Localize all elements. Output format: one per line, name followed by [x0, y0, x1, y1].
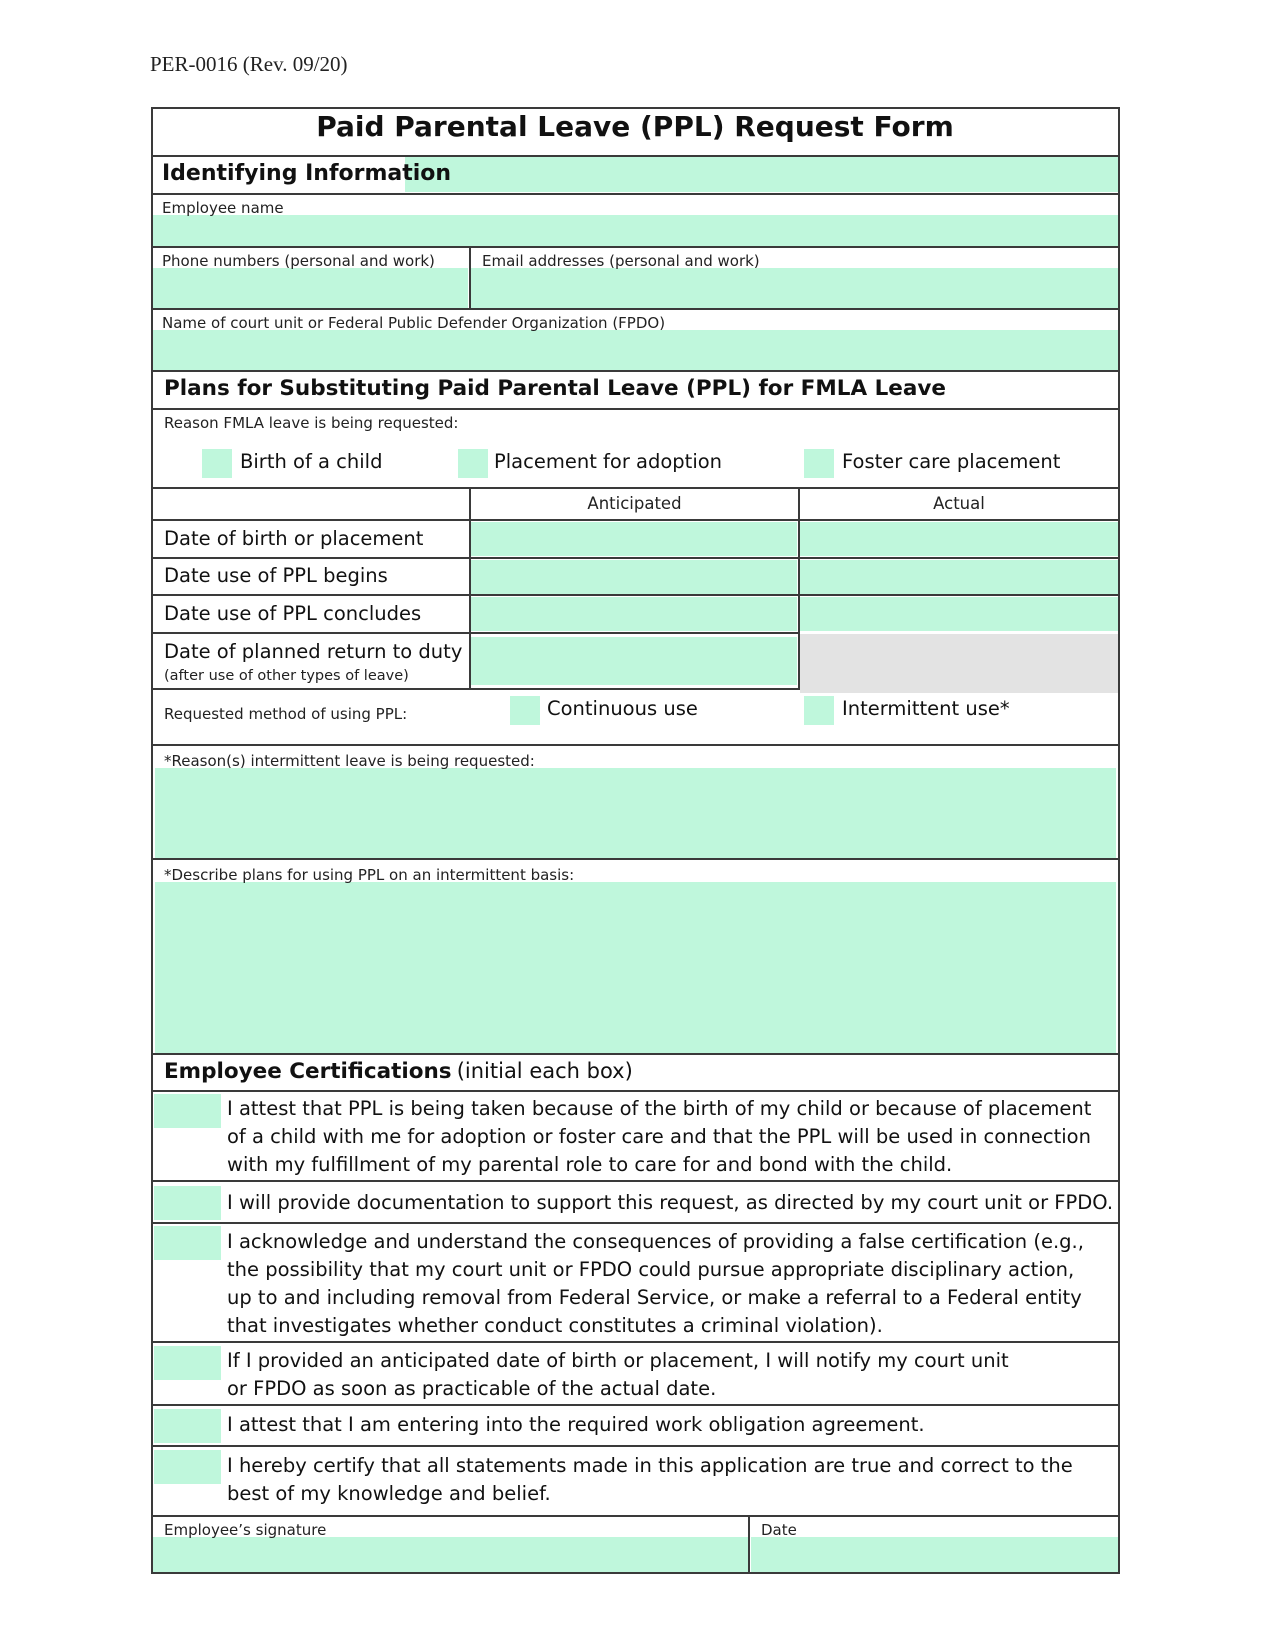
- initial-box[interactable]: [154, 1094, 221, 1128]
- certifications-heading-row: [164, 1059, 633, 1084]
- form-title: Paid Parental Leave (PPL) Request Form: [316, 110, 954, 143]
- rule: [151, 1515, 1120, 1517]
- phone-numbers-field[interactable]: [152, 268, 468, 308]
- form-id: PER-0016 (Rev. 09/20): [150, 52, 348, 76]
- employee-signature-field[interactable]: [152, 1537, 748, 1572]
- placement-adoption-label: Placement for adoption: [494, 450, 723, 473]
- divider: [798, 487, 800, 688]
- rule: [151, 1090, 1120, 1092]
- initial-box[interactable]: [154, 1186, 221, 1220]
- continuous-use-checkbox[interactable]: [510, 696, 540, 725]
- intermittent-reason-field[interactable]: [155, 768, 1116, 858]
- rule: [151, 1180, 1120, 1182]
- intermittent-use-checkbox[interactable]: [804, 696, 834, 725]
- continuous-use-label: Continuous use: [547, 697, 698, 720]
- certification-text: I will provide documentation to support this request, as directed by my court unit or FPDO.: [227, 1191, 1114, 1214]
- divider: [748, 1515, 750, 1572]
- foster-care-checkbox[interactable]: [804, 449, 834, 478]
- intermittent-use-label: Intermittent use*: [842, 697, 1010, 720]
- actual-col-header: Actual: [933, 494, 985, 513]
- intermittent-plan-field[interactable]: [155, 882, 1116, 1053]
- actual-ppl-concludes-field[interactable]: [800, 597, 1118, 631]
- date-label: Date: [761, 1521, 797, 1539]
- certification-text: If I provided an anticipated date of birth or placement, I will notify my court unit or FPDO as soon as practicable of the actual date.: [227, 1349, 1009, 1400]
- initial-box[interactable]: [154, 1450, 221, 1484]
- row-label-birth-date: Date of birth or placement: [164, 527, 424, 550]
- border-left: [151, 107, 153, 1574]
- employee-name-field[interactable]: [152, 215, 1118, 246]
- rule: [151, 1053, 1120, 1055]
- foster-care-label: Foster care placement: [842, 450, 1061, 473]
- divider: [469, 246, 471, 308]
- birth-of-child-checkbox[interactable]: [202, 449, 232, 478]
- certification-text: I acknowledge and understand the consequences of providing a false certification (e.g., the possibility that my court unit or FPDO could pursue appropriate disciplinary action, up to and including removal from Federal Service, or make a referral to a Federal entity that investigates whether conduct constitutes a criminal violation).: [227, 1230, 1084, 1337]
- reason-label: Reason FMLA leave is being requested:: [164, 414, 459, 432]
- rule: [151, 487, 1120, 489]
- return-duty-note: (after use of other types of leave): [164, 668, 409, 684]
- phone-label: Phone numbers (personal and work): [162, 252, 435, 270]
- anticipated-ppl-concludes-field[interactable]: [471, 597, 797, 631]
- placement-adoption-checkbox[interactable]: [458, 449, 488, 478]
- rule: [151, 594, 1120, 596]
- actual-birth-date-field[interactable]: [800, 522, 1118, 556]
- signature-date-field[interactable]: [751, 1537, 1118, 1572]
- rule: [151, 632, 800, 634]
- birth-of-child-label: Birth of a child: [240, 450, 383, 473]
- border-right: [1118, 107, 1120, 1574]
- rule: [151, 370, 1120, 372]
- plans-heading: Plans for Substituting Paid Parental Leave (PPL) for FMLA Leave: [164, 376, 946, 401]
- rule: [151, 408, 1120, 410]
- signature-label: Employee’s signature: [164, 1521, 327, 1539]
- anticipated-return-duty-field[interactable]: [471, 637, 797, 685]
- rule: [151, 519, 1120, 521]
- row-label-return-duty: Date of planned return to duty: [164, 640, 463, 663]
- actual-return-duty-disabled: [800, 634, 1118, 693]
- initial-box[interactable]: [154, 1226, 221, 1260]
- anticipated-col-header: Anticipated: [587, 494, 682, 513]
- rule: [151, 246, 1120, 248]
- rule: [151, 193, 1120, 195]
- certification-text: I attest that PPL is being taken because of the birth of my child or because of placement of a child with me for adoption or foster care and that the PPL will be used in connection with my fulfillment of my parental role to care for and bond with the child.: [227, 1097, 1092, 1176]
- certifications-heading-note: (initial each box): [456, 1059, 633, 1083]
- initial-box[interactable]: [154, 1409, 221, 1443]
- identifying-heading: Identifying Information: [162, 161, 452, 186]
- rule: [151, 1404, 1120, 1406]
- court-unit-label: Name of court unit or Federal Public Defender Organization (FPDO): [162, 314, 666, 332]
- method-label: Requested method of using PPL:: [164, 705, 408, 723]
- certification-text: I attest that I am entering into the required work obligation agreement.: [227, 1413, 925, 1436]
- email-addresses-field[interactable]: [470, 268, 1118, 308]
- rule: [151, 1572, 1120, 1574]
- intermittent-reason-label: *Reason(s) intermittent leave is being requested:: [164, 752, 535, 770]
- row-label-ppl-begins: Date use of PPL begins: [164, 564, 388, 587]
- anticipated-birth-date-field[interactable]: [471, 522, 797, 556]
- rule: [151, 744, 1120, 746]
- court-unit-field[interactable]: [152, 330, 1118, 370]
- anticipated-ppl-begins-field[interactable]: [471, 560, 797, 594]
- divider: [469, 487, 471, 688]
- initial-box[interactable]: [154, 1346, 221, 1380]
- rule: [151, 1341, 1120, 1343]
- certification-text: I hereby certify that all statements made in this application are true and correct to the best of my knowledge and belief.: [227, 1454, 1073, 1505]
- employee-name-label: Employee name: [162, 199, 284, 217]
- identifying-info-field[interactable]: [405, 157, 1118, 192]
- rule: [151, 688, 800, 690]
- email-label: Email addresses (personal and work): [482, 252, 760, 270]
- rule: [151, 308, 1120, 310]
- rule: [151, 1222, 1120, 1224]
- intermittent-plan-label: *Describe plans for using PPL on an intermittent basis:: [164, 866, 575, 884]
- row-label-ppl-concludes: Date use of PPL concludes: [164, 602, 422, 625]
- rule: [151, 107, 1120, 109]
- rule: [151, 155, 1120, 157]
- certifications-heading: Employee Certifications: [164, 1059, 452, 1084]
- actual-ppl-begins-field[interactable]: [800, 560, 1118, 594]
- rule: [151, 557, 1120, 559]
- rule: [151, 1445, 1120, 1447]
- rule: [151, 858, 1120, 860]
